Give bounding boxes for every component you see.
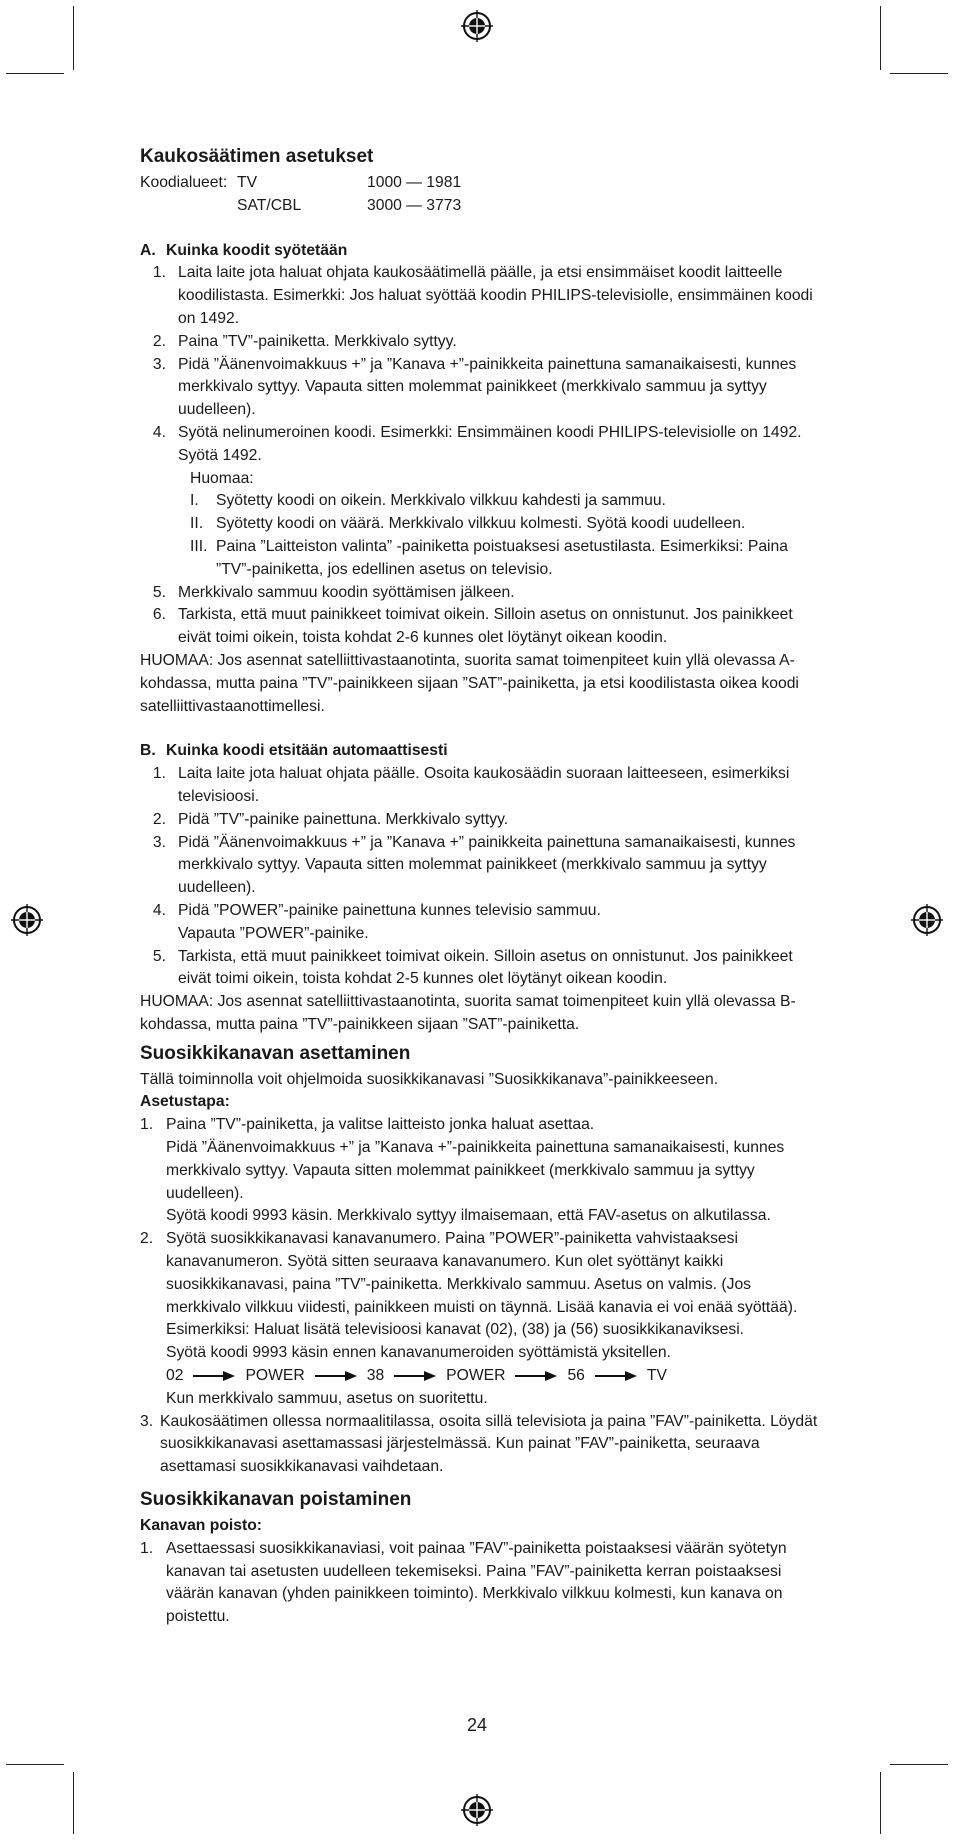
crop-mark [890,73,948,74]
code-ranges [140,172,820,218]
section-letter: B. [140,742,156,760]
crop-mark [880,1772,881,1834]
list-item: 6. Tarkista, että muut painikkeet toimivat oikein. Silloin asetus on onnistunut. Jos painikkeet eivät toimi oikein, toista kohdat 2-6 kunnes olet löytänyt oikean koodin. [152,606,793,647]
crop-mark [6,73,64,74]
note-block [190,468,820,582]
registration-mark-icon [460,1793,494,1827]
fav-remove-heading: Suosikkikanavan poistaminen [140,1489,412,1511]
range-value: 1000 — 1981 [367,174,462,191]
section-b-heading [140,740,820,763]
section-a-heading [140,240,820,263]
remove-sub-label: Kanavan poisto: [140,1517,263,1535]
crop-mark [73,6,74,70]
list-item: 1. Laita laite jota haluat ohjata päälle. Osoita kaukosäädin suoraan laitteeseen, esimerkiksi televisioosi. [152,765,790,805]
registration-mark-icon [910,903,944,937]
list-item: 3. Pidä ”Äänenvoimakkuus +” ja ”Kanava +” painikkeita painettuna samanaikaisesti, kunnes merkkivalo syttyy. Vapauta sitten molemmat painikkeet (merkkivalo sammuu ja syttyy uudelleen). [152,833,796,897]
crop-mark [890,1764,948,1765]
list-item: 1. Paina ”TV”-painiketta, ja valitse laitteisto jonka haluat asettaa. Pidä ”Äänenvoimakkuus +” ja ”Kanava +”-painikkeita painettuna samanaikaisesti, kunnes merkkivalo syttyy. Vapauta sitten molemmat painikkeet (merkkivalo sammuu ja syttyy uudelleen). Syötä koodi 9993 käsin. Merkkivalo syttyy ilmaisemaan, että FAV-asetus on alkutilassa. [140,1116,785,1225]
sequence-step: POWER [245,1367,305,1385]
section-a-footer: HUOMAA: Jos asennat satelliittivastaanotinta, suorita samat toimenpiteet kuin yllä olevassa A-kohdassa, mutta paina ”TV”-painikkeen sijaan ”SAT”-painiketta, ja etsi koodilistasta oikea koodi satelliittivastaanottimellesi. [140,651,799,715]
range-value: 3000 — 3773 [367,196,462,214]
fav-set-heading: Suosikkikanavan asettaminen [140,1042,411,1064]
section-b-footer: HUOMAA: Jos asennat satelliittivastaanotinta, suorita samat toimenpiteet kuin yllä olevassa B-kohdassa, mutta paina ”TV”-painikkeen sijaan ”SAT”-painiketta. [140,993,796,1033]
arrow-right-icon [515,1370,557,1382]
list-item: 2. Pidä ”TV”-painike painettuna. Merkkivalo syttyy. [152,810,509,828]
list-item: 2. Paina ”TV”-painiketta. Merkkivalo syttyy. [152,332,457,350]
sequence-step: 38 [366,1367,385,1385]
fav-set-intro: Tällä toiminnolla voit ohjelmoida suosikkikanavasi ”Suosikkikanava”-painikkeeseen. [140,1070,719,1088]
sequence-step: POWER [446,1367,506,1385]
list-item: 5. Merkkivalo sammuu koodin syöttämisen jälkeen. [152,583,515,601]
section-title: Kuinka koodi etsitään automaattisesti [166,742,448,760]
arrow-right-icon [595,1370,637,1382]
code-ranges-label: Koodialueet: [140,174,228,191]
sequence-step: TV [646,1367,667,1385]
section-title: Kuinka koodit syötetään [166,241,348,259]
page-number: 24 [466,1715,488,1735]
list-item: 1. Laita laite jota haluat ohjata kaukosäätimellä päälle, ja etsi ensimmäiset koodit laitteelle koodilistasta. Esimerkki: Jos haluat syöttää koodin PHILIPS-televisiolle, ensimmäinen koodi on 1492. [152,264,813,327]
note-item: II. Syötetty koodi on väärä. Merkkivalo vilkkuu kolmesti. Syötä koodi uudelleen. [190,515,746,533]
arrow-right-icon [193,1370,235,1382]
list-item: 4. Pidä ”POWER”-painike painettuna kunnes televisio sammuu. Vapauta ”POWER”-painike. [152,901,601,942]
range-device: TV [237,174,258,191]
sequence-step: 56 [567,1367,585,1385]
crop-mark [6,1764,64,1765]
page-title: Kaukosäätimen asetukset [140,146,374,167]
range-device: SAT/CBL [237,196,302,214]
list-item: 3. Pidä ”Äänenvoimakkuus +” ja ”Kanava +”-painikkeita painettuna samanaikaisesti, kunnes merkkivalo syttyy. Vapauta sitten molemmat painikkeet (merkkivalo sammuu ja syttyy uudelleen). [152,355,797,419]
arrow-right-icon [394,1370,436,1382]
note-label: Huomaa: [190,469,254,487]
crop-mark [73,1772,74,1834]
sequence-step: 02 [166,1367,184,1385]
list-item: 1. Asettaessasi suosikkikanaviasi, voit painaa ”FAV”-painiketta poistaaksesi väärän syötetyn kanavan tai asetusten uudelleen tekemiseksi. Paina ”FAV”-painiketta kerran poistaaksesi väärän kanavan (yhden painikkeen toiminto). Merkkivalo vilkkuu kolmesti, kun kanava on poistettu. [140,1539,787,1626]
list-item: 5. Tarkista, että muut painikkeet toimivat oikein. Silloin asetus on onnistunut. Jos painikkeet eivät toimi oikein, toista kohdat 2-5 kunnes olet löytänyt oikean koodin. [152,947,793,988]
note-item: I. Syötetty koodi on oikein. Merkkivalo vilkkuu kahdesti ja sammuu. [190,492,666,510]
key-sequence [166,1365,820,1388]
list-item: 3. Kaukosäätimen ollessa normaalitilassa, osoita sillä televisiota ja paina ”FAV”-painiketta. Löydät suosikkikanavasi asettamassasi järjestelmässä. Kun painat ”FAV”-painiketta, seuraava asettamasi suosikkikanavasi vaihdetaan. [140,1412,818,1476]
registration-mark-icon [460,9,494,43]
list-item: 2. Syötä suosikkikanavasi kanavanumero. Paina ”POWER”-painiketta vahvistaaksesi kanavanumeron. Syötä sitten seuraava kanavanumero. Kun olet syöttänyt kaikki suosikkikanavasi, paina ”TV”-painiketta. Merkkivalo sammuu. Asetus on valmis. (Jos merkkivalo vilkkuu viidesti, painikkeen muisti on täynnä. Lisää kanavia ei voi enää syöttää). Esimerkiksi: Haluat lisätä televisioosi kanavat (02), (38) ja (56) suosikkikanaviksesi. Syötä koodi 9993 käsin ennen kanavanumeroiden syöttämistä yksitellen. 02 POWER 38 POWER 56 TV Kun merkkivalo sammuu, asetus on suoritettu. [140,1228,820,1410]
section-letter: A. [140,241,156,259]
arrow-right-icon [315,1370,357,1382]
note-item: III. Paina ”Laitteiston valinta” -painiketta poistuaksesi asetustilasta. Esimerkiksi: Paina ”TV”-painiketta, jos edellinen asetus on televisio. [190,537,788,578]
registration-mark-icon [10,903,44,937]
page-content [140,142,820,1629]
method-label: Asetustapa: [140,1093,230,1111]
crop-mark [880,6,881,70]
list-item: 4. Syötä nelinumeroinen koodi. Esimerkki: Ensimmäinen koodi PHILIPS-televisiolle on 1492. Syötä 1492. [152,423,802,464]
